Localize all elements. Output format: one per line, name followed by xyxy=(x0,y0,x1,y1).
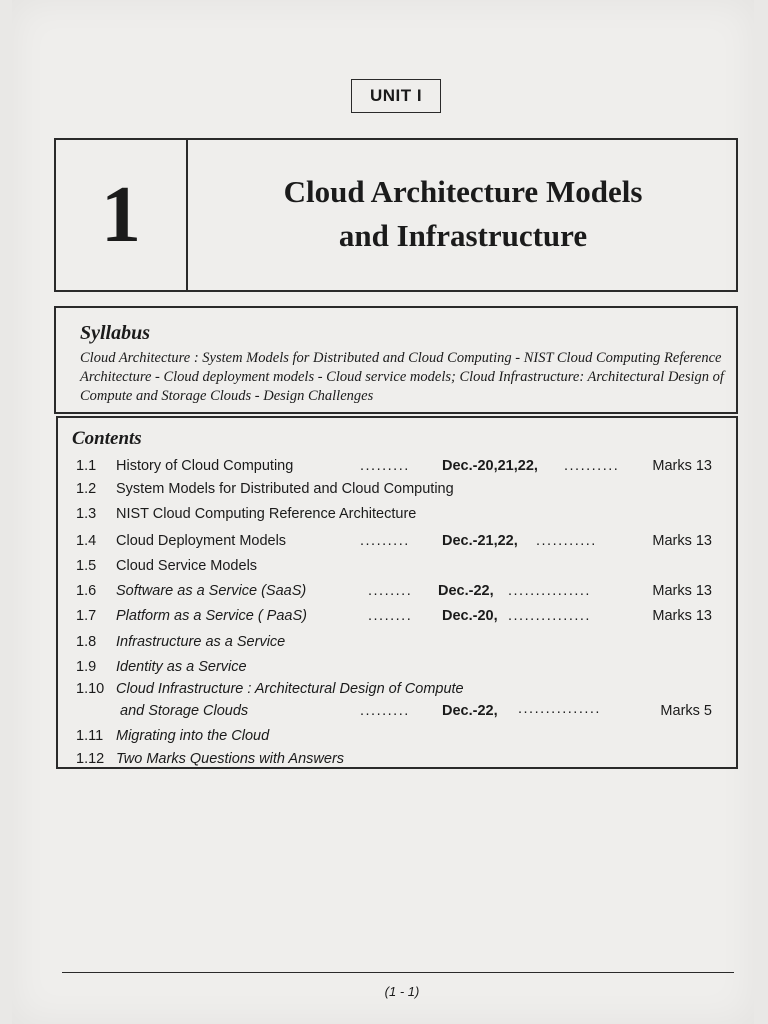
chapter-number: 1 xyxy=(56,140,188,290)
toc-item-title: Migrating into the Cloud xyxy=(116,728,270,744)
toc-item-number: 1.11 xyxy=(76,728,104,744)
toc-item-leader-dots: ........ xyxy=(368,583,413,599)
toc-item-number: 1.12 xyxy=(76,751,105,767)
toc-item-number: 1.8 xyxy=(76,634,97,650)
unit-label: UNIT I xyxy=(351,79,441,113)
toc-item-title: Cloud Service Models xyxy=(116,558,258,574)
syllabus-heading: Syllabus xyxy=(80,322,151,344)
toc-item[interactable] xyxy=(58,583,738,605)
toc-item[interactable] xyxy=(58,458,738,480)
toc-item-number: 1.5 xyxy=(76,558,97,574)
contents-box xyxy=(56,416,738,769)
toc-item[interactable] xyxy=(58,506,738,528)
page-number: (1 - 1) xyxy=(384,984,420,999)
toc-item-leader-dots: ........ xyxy=(368,608,413,624)
toc-item-number: 1.2 xyxy=(76,481,97,497)
toc-item[interactable] xyxy=(58,558,738,580)
toc-item-leader-dots: ............... xyxy=(518,701,601,717)
toc-item-leader-dots: ........... xyxy=(536,533,597,549)
toc-item-leader-dots: ......... xyxy=(360,533,410,549)
toc-item-title: Platform as a Service ( PaaS) xyxy=(116,608,307,624)
contents-heading: Contents xyxy=(72,428,142,449)
toc-item-number: 1.10 xyxy=(76,681,105,697)
toc-item-marks: Marks 13 xyxy=(652,458,712,474)
toc-item-title: History of Cloud Computing xyxy=(116,458,294,474)
toc-item[interactable] xyxy=(58,659,738,681)
toc-item[interactable] xyxy=(58,608,738,630)
toc-item-marks: Marks 13 xyxy=(652,533,712,549)
toc-item-title: Two Marks Questions with Answers xyxy=(116,751,345,767)
toc-item-exam-dates: Dec.-20, xyxy=(442,608,498,624)
toc-item-exam-dates: Dec.-21,22, xyxy=(442,533,518,549)
chapter-header-box xyxy=(54,138,738,292)
toc-item-number: 1.4 xyxy=(76,533,97,549)
toc-item-title: NIST Cloud Computing Reference Architecture xyxy=(116,506,417,522)
toc-item-number: 1.7 xyxy=(76,608,97,624)
chapter-title-line1: Cloud Architecture Models xyxy=(283,174,643,209)
toc-item-title: Cloud Infrastructure : Architectural Design of Compute xyxy=(116,681,464,697)
toc-item-leader-dots: ......... xyxy=(360,703,410,719)
toc-item-title: Infrastructure as a Service xyxy=(116,634,286,650)
toc-item-title: System Models for Distributed and Cloud Computing xyxy=(116,481,454,497)
toc-item-leader-dots: ............... xyxy=(508,583,591,599)
chapter-title xyxy=(188,170,738,258)
toc-item-leader-dots: .......... xyxy=(564,458,620,474)
toc-item-exam-dates: Dec.-20,21,22, xyxy=(442,458,538,474)
toc-item-leader-dots: ......... xyxy=(360,458,410,474)
textbook-page xyxy=(12,0,754,1024)
toc-item-marks: Marks 13 xyxy=(652,608,712,624)
toc-item[interactable] xyxy=(58,681,738,725)
toc-item-exam-dates: Dec.-22, xyxy=(438,583,494,599)
toc-item[interactable] xyxy=(58,533,738,555)
toc-item[interactable] xyxy=(58,751,738,773)
toc-item-marks: Marks 13 xyxy=(652,583,712,599)
syllabus-box xyxy=(54,306,738,414)
toc-item-subtitle: and Storage Clouds xyxy=(120,703,249,719)
toc-item[interactable] xyxy=(58,634,738,656)
toc-item-number: 1.9 xyxy=(76,659,97,675)
toc-item-title: Cloud Deployment Models xyxy=(116,533,287,549)
toc-item-leader-dots: ............... xyxy=(508,608,591,624)
toc-item[interactable] xyxy=(58,481,738,503)
toc-item-title: Software as a Service (SaaS) xyxy=(116,583,307,599)
toc-item-number: 1.3 xyxy=(76,506,97,522)
toc-item[interactable] xyxy=(58,728,738,750)
toc-item-number: 1.6 xyxy=(76,583,97,599)
toc-item-number: 1.1 xyxy=(76,458,97,474)
toc-item-title: Identity as a Service xyxy=(116,659,247,675)
chapter-title-line2: and Infrastructure xyxy=(338,218,588,253)
toc-item-marks: Marks 5 xyxy=(660,703,712,719)
footer-divider xyxy=(62,972,734,973)
toc-item-exam-dates: Dec.-22, xyxy=(442,703,498,719)
syllabus-text: Cloud Architecture : System Models for Distributed and Cloud Computing - NIST Cloud Computing Reference Architecture - Cloud deployment models - Cloud service models; Cloud Infrastructure: Architectural Design of Compute and Storage Clouds - Design Challenges xyxy=(80,350,724,404)
